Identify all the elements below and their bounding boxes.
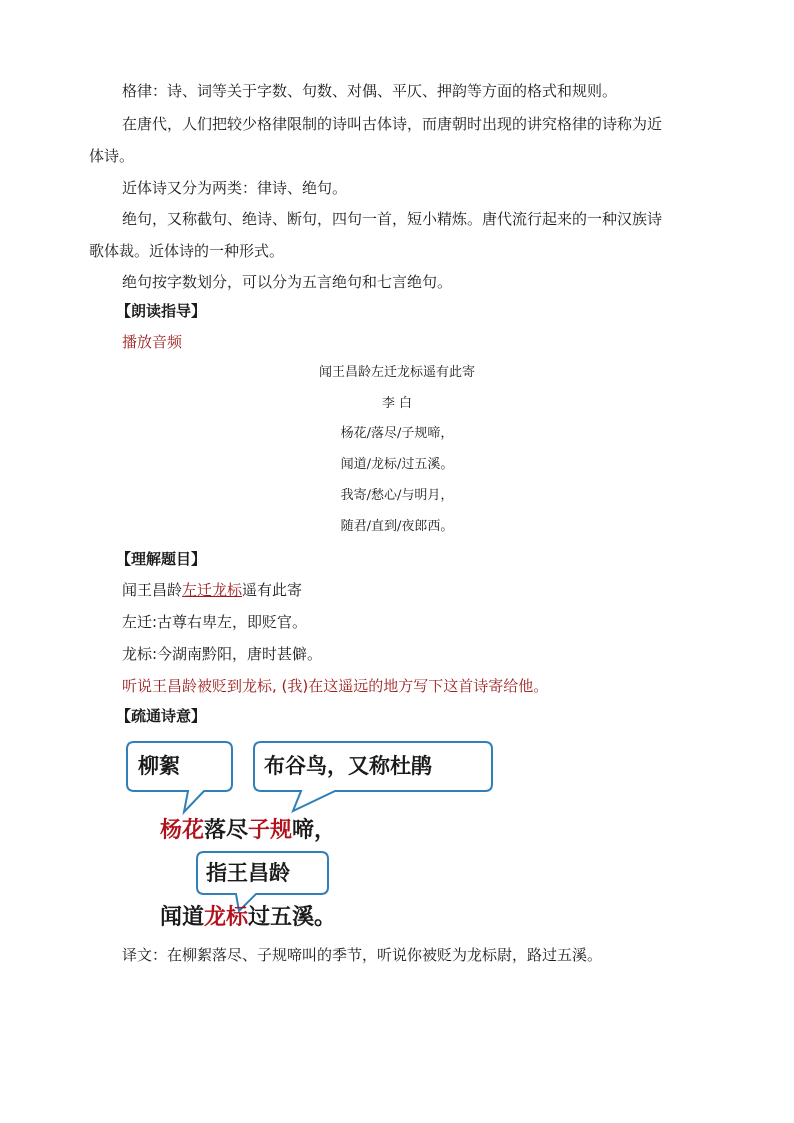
intro-paragraph-3: 近体诗又分为两类：律诗、绝句。 bbox=[122, 179, 348, 197]
title-pre: 闻王昌龄 bbox=[122, 581, 183, 599]
translation-text: 译文：在柳絮落尽、子规啼叫的季节，听说你被贬为龙标尉，路过五溪。 bbox=[122, 946, 603, 964]
poem-line: 随君/直到/夜郎西。 bbox=[340, 519, 454, 534]
intro-paragraph-5: 绝句按字数划分，可以分为五言绝句和七言绝句。 bbox=[122, 273, 453, 291]
zuoqian-note: 左迁:古尊右卑左，即贬官。 bbox=[122, 613, 308, 631]
poem-author: 李 白 bbox=[381, 396, 413, 411]
intro-paragraph-2a: 在唐代，人们把较少格律限制的诗叫古体诗，而唐朝时出现的讲究格律的诗称为近 bbox=[122, 115, 663, 133]
section-heading-reading: 【朗读指导】 bbox=[116, 302, 207, 320]
section-heading-title: 【理解题目】 bbox=[116, 550, 207, 568]
bubble-text-liuxu: 柳絮 bbox=[138, 754, 180, 778]
highlight-zigui: 子规 bbox=[248, 818, 293, 843]
poem-line: 闻道/龙标/过五溪。 bbox=[340, 457, 454, 472]
bubble-text-wangchangling: 指王昌龄 bbox=[206, 861, 290, 885]
poem-big-line-1 bbox=[160, 817, 336, 845]
poem-big-line-2 bbox=[160, 904, 336, 932]
bubble-text-buguniao: 布谷鸟，又称杜鹃 bbox=[264, 754, 432, 778]
callout-bubble-buguniao bbox=[253, 741, 495, 812]
intro-paragraph-1: 格律：诗、词等关于字数、句数、对偶、平仄、押韵等方面的格式和规则。 bbox=[122, 82, 618, 100]
text-guowuxi: 过五溪。 bbox=[248, 905, 337, 930]
title-underlined: 左迁龙标 bbox=[182, 581, 243, 599]
intro-paragraph-2b: 体诗。 bbox=[89, 147, 135, 165]
title-analysis-line bbox=[122, 580, 302, 600]
highlight-yanghua: 杨花 bbox=[160, 818, 205, 843]
highlight-longbiao: 龙标 bbox=[204, 905, 249, 930]
section-heading-meaning: 【疏通诗意】 bbox=[116, 707, 207, 725]
longbiao-note: 龙标:今湖南黔阳，唐时甚僻。 bbox=[122, 645, 323, 663]
poem-line: 我寄/愁心/与明月， bbox=[340, 488, 454, 503]
text-luojin: 落尽 bbox=[204, 818, 249, 843]
intro-paragraph-4b: 歌体裁。近体诗的一种形式。 bbox=[89, 242, 285, 260]
title-post: 遥有此寄 bbox=[242, 581, 303, 599]
intro-paragraph-4a: 绝句，又称截句、绝诗、断句，四句一首，短小精炼。唐代流行起来的一种汉族诗 bbox=[122, 210, 663, 228]
text-ti: 啼， bbox=[292, 818, 337, 843]
text-wendao: 闻道 bbox=[160, 905, 205, 930]
poem-line: 杨花/落尽/子规啼， bbox=[340, 426, 454, 441]
play-audio-link[interactable]: 播放音频 bbox=[122, 333, 183, 351]
poem-title: 闻王昌龄左迁龙标遥有此寄 bbox=[318, 365, 475, 380]
callout-bubble-liuxu bbox=[126, 741, 234, 814]
title-meaning: 听说王昌龄被贬到龙标, (我)在这遥远的地方写下这首诗寄给他。 bbox=[122, 677, 549, 695]
